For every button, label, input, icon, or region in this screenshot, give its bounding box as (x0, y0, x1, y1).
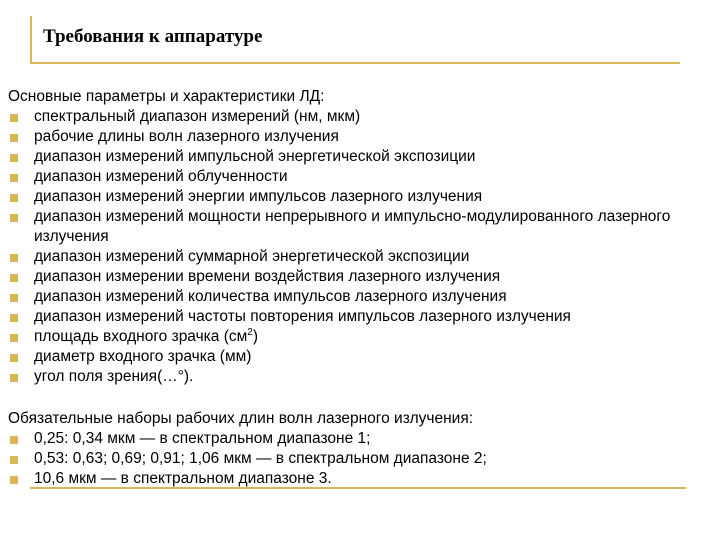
square-bullet-icon (10, 134, 18, 142)
square-bullet-icon (10, 294, 18, 302)
square-bullet-icon (10, 456, 18, 464)
list-item: диапазон измерений мощности непрерывного и импульсно-модулированного лазерного излучения (8, 207, 708, 247)
section-heading-parameters: Основные параметры и характеристики ЛД: (8, 88, 325, 105)
list-item: диапазон измерений энергии импульсов лазерного излучения (8, 187, 708, 207)
square-bullet-icon (10, 334, 18, 342)
square-bullet-icon (10, 274, 18, 282)
wavelengths-list (8, 429, 708, 489)
slide-content (8, 87, 708, 489)
section-heading-wavelengths: Обязательные наборы рабочих длин волн лазерного излучения: (8, 410, 474, 427)
square-bullet-icon (10, 154, 18, 162)
square-bullet-icon (10, 194, 18, 202)
area-close-paren: ) (252, 328, 259, 345)
square-bullet-icon (10, 254, 18, 262)
list-item: спектральный диапазон измерений (нм, мкм) (8, 107, 708, 127)
square-bullet-icon (10, 354, 18, 362)
list-item: диапазон измерений облученности (8, 167, 708, 187)
list-item: диапазон измерении времени воздействия лазерного излучения (8, 267, 708, 287)
area-label: площадь входного зрачка (см (34, 328, 248, 345)
footer-rule (30, 487, 686, 489)
list-item: 10,6 мкм — в спектральном диапазоне 3. (8, 469, 708, 489)
square-bullet-icon (10, 314, 18, 322)
list-item: диапазон измерений частоты повторения импульсов лазерного излучения (8, 307, 708, 327)
page-title: Требования к аппаратуре (43, 26, 263, 47)
section-spacer (8, 387, 708, 409)
list-item (8, 327, 708, 347)
square-bullet-icon (10, 174, 18, 182)
parameters-list (8, 107, 708, 387)
list-item: диапазон измерений количества импульсов лазерного излучения (8, 287, 708, 307)
list-item: 0,25: 0,34 мкм — в спектральном диапазоне 1; (8, 429, 708, 449)
list-item: угол поля зрения(…°). (8, 367, 708, 387)
square-bullet-icon (10, 114, 18, 122)
square-bullet-icon (10, 476, 18, 484)
square-bullet-icon (10, 374, 18, 382)
square-bullet-icon (10, 214, 18, 222)
area-unit-superscript: 2 (247, 326, 253, 338)
list-item: диапазон измерений импульсной энергетической экспозиции (8, 147, 708, 167)
list-item: диапазон измерений суммарной энергетической экспозиции (8, 247, 708, 267)
square-bullet-icon (10, 436, 18, 444)
list-item: 0,53: 0,63; 0,69; 0,91; 1,06 мкм — в спектральном диапазоне 2; (8, 449, 708, 469)
list-item: диаметр входного зрачка (мм) (8, 347, 708, 367)
list-item: рабочие длины волн лазерного излучения (8, 127, 708, 147)
